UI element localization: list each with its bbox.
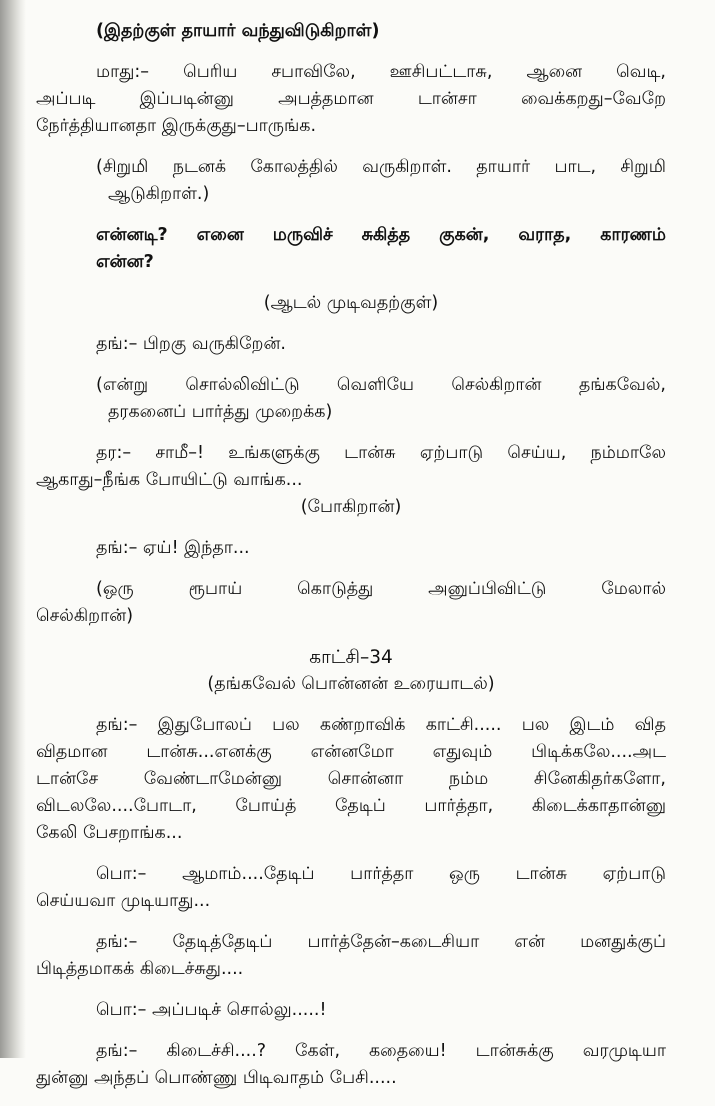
stage-direction: [96, 372, 666, 426]
text-line: துன்னு அந்தப் பொண்ணு பிடிவாதம் பேசி.....: [36, 1068, 397, 1088]
dialogue-block: [36, 331, 666, 358]
song-lyric: [96, 222, 666, 276]
scene-heading: [36, 644, 666, 698]
text-line: விதமான டான்சு...எனக்கு என்னமோ எதுவும் பிடிக்கலே....அட: [36, 742, 666, 762]
text-line: தங்:– ஏய்! இந்தா...: [96, 538, 250, 558]
binding-shadow: [0, 0, 26, 1058]
stage-direction: (போகிறான்): [300, 497, 402, 517]
text-line: கேலி பேசறாங்க...: [36, 823, 183, 843]
text-line: என்னடி? எனை மருவிச் சுகித்த குகன், வராத, காரணம்: [96, 225, 666, 245]
dialogue-block: [36, 535, 666, 562]
text-line: நேர்த்தியானதா இருக்குது–பாருங்க.: [36, 116, 317, 136]
text-line: பொ:– ஆமாம்....தேடிப் பார்த்தா ஒரு டான்சு ஏற்பாடு: [96, 864, 666, 884]
dialogue-block: [36, 861, 666, 915]
text-line: (சிறுமி நடனக் கோலத்தில் வருகிறாள். தாயார் பாட, சிறுமி: [96, 157, 666, 177]
page-body: [36, 18, 666, 1106]
stage-direction: [36, 18, 666, 45]
scene-subtitle: (தங்கவேல் பொன்னன் உரையாடல்): [207, 674, 495, 694]
text-line: டான்சே வேண்டாமேன்னு சொன்னா நம்ம சினேகிதர்களோ,: [36, 769, 666, 789]
text-line: ஆடுகிறாள்.): [108, 184, 210, 204]
scene-title: காட்சி–34: [309, 647, 393, 668]
text-line: (ஆடல் முடிவதற்குள்): [263, 293, 439, 313]
stage-direction: [36, 576, 666, 630]
text-line: பிடித்தமாகக் கிடைச்சுது....: [36, 959, 244, 979]
dialogue-block: [36, 440, 666, 521]
text-line: அப்படி இப்படின்னு அபத்தமான டான்சா வைக்கறது–வேறே: [36, 89, 666, 109]
text-line: தங்:– இதுபோலப் பல கண்றாவிக் காட்சி..... பல இடம் வித: [96, 715, 666, 735]
text-line: செல்கிறான்): [36, 606, 134, 626]
text-line: தங்:– தேடித்தேடிப் பார்த்தேன்–கடைசியா என் மனதுக்குப்: [96, 932, 666, 952]
text-line: என்ன?: [96, 252, 154, 272]
text-line: (இதற்குள் தாயார் வந்துவிடுகிறாள்): [96, 21, 380, 41]
text-line: (என்று சொல்லிவிட்டு வெளியே செல்கிறான் தங்கவேல்,: [96, 375, 666, 395]
text-line: தரகனைப் பார்த்து முறைக்க): [108, 402, 333, 422]
dialogue-block: [36, 712, 666, 847]
dialogue-block: [36, 1038, 666, 1092]
text-line: மாது:– பெரிய சபாவிலே, ஊசிபட்டாசு, ஆனை வெடி,: [96, 62, 666, 82]
text-line: தங்:– பிறகு வருகிறேன்.: [96, 334, 286, 354]
stage-direction: [96, 154, 666, 208]
stage-direction: [36, 290, 666, 317]
dialogue-block: [36, 997, 666, 1024]
text-line: (ஒரு ரூபாய் கொடுத்து அனுப்பிவிட்டு மேலால்: [96, 579, 666, 599]
text-line: தங்:– கிடைச்சி....? கேள், கதையை! டான்சுக்கு வரமுடியா: [96, 1041, 666, 1061]
text-line: பொ:– அப்படிச் சொல்லு.....!: [96, 1000, 327, 1020]
text-line: விடலலே....போடா, போய்த் தேடிப் பார்த்தா, கிடைக்காதான்னு: [36, 796, 666, 816]
text-line: தர:– சாமீ–! உங்களுக்கு டான்சு ஏற்பாடு செய்ய, நம்மாலே: [96, 443, 666, 463]
dialogue-block: [36, 59, 666, 140]
dialogue-block: [36, 929, 666, 983]
text-line: செய்யவா முடியாது...: [36, 891, 211, 911]
text-line: ஆகாது–நீங்க போயிட்டு வாங்க...: [36, 470, 303, 490]
